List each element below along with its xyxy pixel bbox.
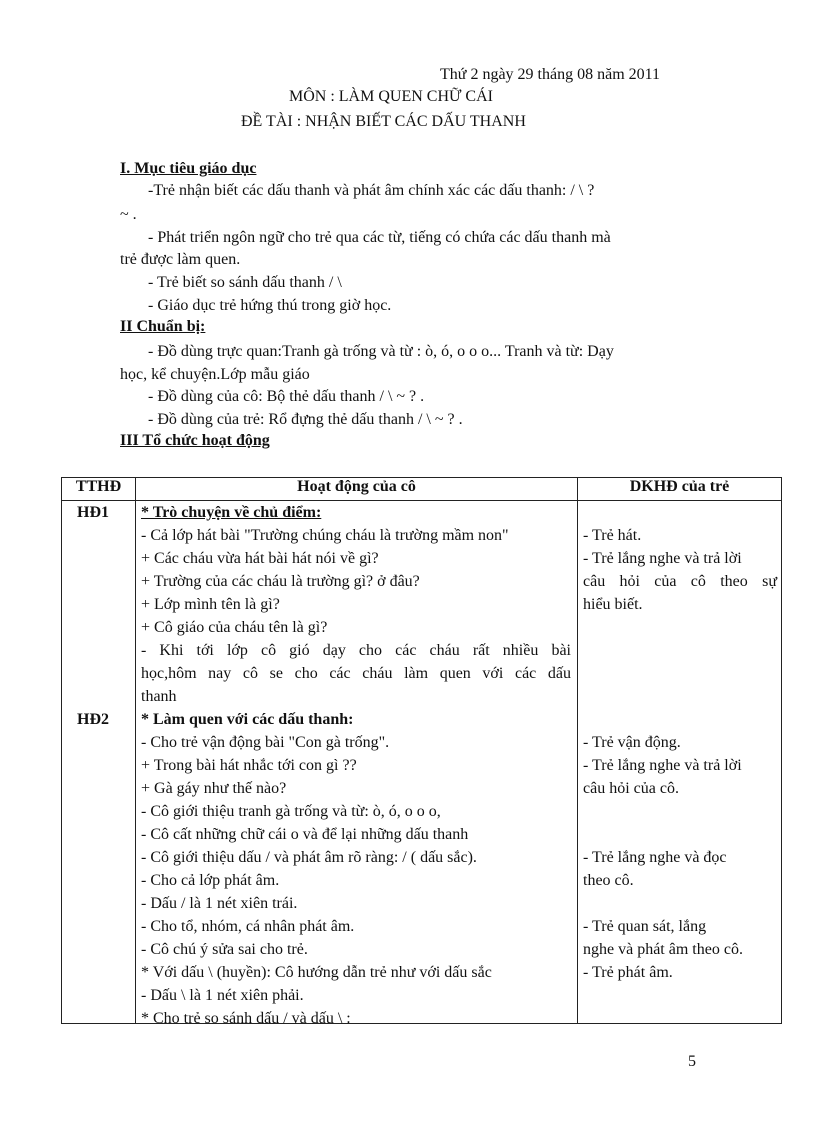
activity-line: thanh — [141, 688, 177, 705]
activity-line: - Cả lớp hát bài "Trường chúng cháu là trường mầm non" — [141, 527, 509, 544]
table-header-children: DKHĐ của trẻ — [578, 478, 782, 501]
activity-line: - Cô chú ý sửa sai cho trẻ. — [141, 941, 308, 958]
activity-line: + Gà gáy như thế nào? — [141, 780, 287, 797]
tthd-cell — [62, 501, 136, 1024]
children-line: - Trẻ lắng nghe và trả lời — [583, 550, 742, 567]
children-line: - Trẻ lắng nghe và trả lời — [583, 757, 742, 774]
children-line: - Trẻ vận động. — [583, 734, 681, 751]
activity-line: + Trong bài hát nhắc tới con gì ?? — [141, 757, 357, 774]
section2-line: học, kể chuyện.Lớp mẫu giáo — [120, 366, 310, 383]
section3-title: III Tổ chức hoạt động — [120, 432, 270, 449]
hd1-label: HĐ1 — [77, 504, 109, 521]
section2-title: II Chuẩn bị: — [120, 318, 206, 335]
activity-line: - Cô giới thiệu tranh gà trống và từ: ò, ó, o o o, — [141, 803, 441, 820]
children-line: - Trẻ lắng nghe và đọc — [583, 849, 727, 866]
table-header-teacher: Hoạt động của cô — [136, 478, 578, 501]
activity-line: - Cho tổ, nhóm, cá nhân phát âm. — [141, 918, 355, 935]
activity-line: - Cho cả lớp phát âm. — [141, 872, 280, 889]
table-header-tthd: TTHĐ — [62, 478, 136, 501]
hd2-label: HĐ2 — [77, 711, 109, 728]
children-activity-cell — [578, 501, 782, 1024]
activity-line: - Khi tới lớp cô gió dạy cho các cháu rất nhiều bài — [141, 642, 571, 659]
subject-title: MÔN : LÀM QUEN CHỮ CÁI — [289, 88, 493, 105]
children-line: nghe và phát âm theo cô. — [583, 941, 743, 958]
section1-line: - Trẻ biết so sánh dấu thanh / \ — [148, 274, 342, 291]
section1-line: - Phát triển ngôn ngữ cho trẻ qua các từ, tiếng có chứa các dấu thanh mà — [148, 229, 611, 246]
section1-line: ~ . — [120, 206, 137, 223]
activity-line: + Trường của các cháu là trường gì? ở đâu? — [141, 573, 420, 590]
activity-line: - Dấu / là 1 nét xiên trái. — [141, 895, 298, 912]
activity-table — [61, 477, 782, 1027]
activity-line: + Các cháu vừa hát bài hát nói về gì? — [141, 550, 379, 567]
activity-line: + Lớp mình tên là gì? — [141, 596, 280, 613]
activity-line: - Dấu \ là 1 nét xiên phải. — [141, 987, 304, 1004]
date-line: Thứ 2 ngày 29 tháng 08 năm 2011 — [440, 66, 661, 83]
activity-heading: * Trò chuyện về chủ điểm: — [141, 504, 322, 521]
activity-line: + Cô giáo của cháu tên là gì? — [141, 619, 328, 636]
children-line: - Trẻ phát âm. — [583, 964, 673, 981]
children-line: câu hỏi của cô theo sự — [583, 573, 777, 590]
activity-line: - Cho trẻ vận động bài "Con gà trống". — [141, 734, 390, 751]
children-line: hiểu biết. — [583, 596, 643, 613]
activity-line: học,hôm nay cô se cho các cháu làm quen với các dấu — [141, 665, 571, 682]
activity-line: - Cô cất những chữ cái o và để lại những dấu thanh — [141, 826, 469, 843]
activity-heading: * Làm quen với các dấu thanh: — [141, 711, 354, 728]
activity-line: * Với dấu \ (huyền): Cô hướng dẫn trẻ như với dấu sắc — [141, 964, 492, 981]
section1-title: I. Mục tiêu giáo dục — [120, 160, 257, 177]
activity-line: * Cho trẻ so sánh dấu / và dấu \ : — [141, 1010, 351, 1027]
section1-line: - Giáo dục trẻ hứng thú trong giờ học. — [148, 297, 392, 314]
section1-line: -Trẻ nhận biết các dấu thanh và phát âm chính xác các dấu thanh: / \ ? — [148, 182, 595, 199]
section1-line: trẻ được làm quen. — [120, 251, 241, 268]
activity-line: - Cô giới thiệu dấu / và phát âm rõ ràng: / ( dấu sắc). — [141, 849, 477, 866]
children-line: theo cô. — [583, 872, 634, 889]
section2-line: - Đồ dùng của cô: Bộ thẻ dấu thanh / \ ~ ? . — [148, 388, 425, 405]
children-line: - Trẻ quan sát, lắng — [583, 918, 707, 935]
children-line: câu hỏi của cô. — [583, 780, 679, 797]
topic-title: ĐỀ TÀI : NHẬN BIẾT CÁC DẤU THANH — [241, 113, 526, 130]
page-number: 5 — [688, 1053, 696, 1070]
children-line: - Trẻ hát. — [583, 527, 642, 544]
section2-line: - Đồ dùng trực quan:Tranh gà trống và từ : ò, ó, o o o... Tranh và từ: Dạy — [148, 343, 614, 360]
section2-line: - Đồ dùng của trẻ: Rổ đựng thẻ dấu thanh / \ ~ ? . — [148, 411, 463, 428]
teacher-activity-cell — [136, 501, 578, 1027]
